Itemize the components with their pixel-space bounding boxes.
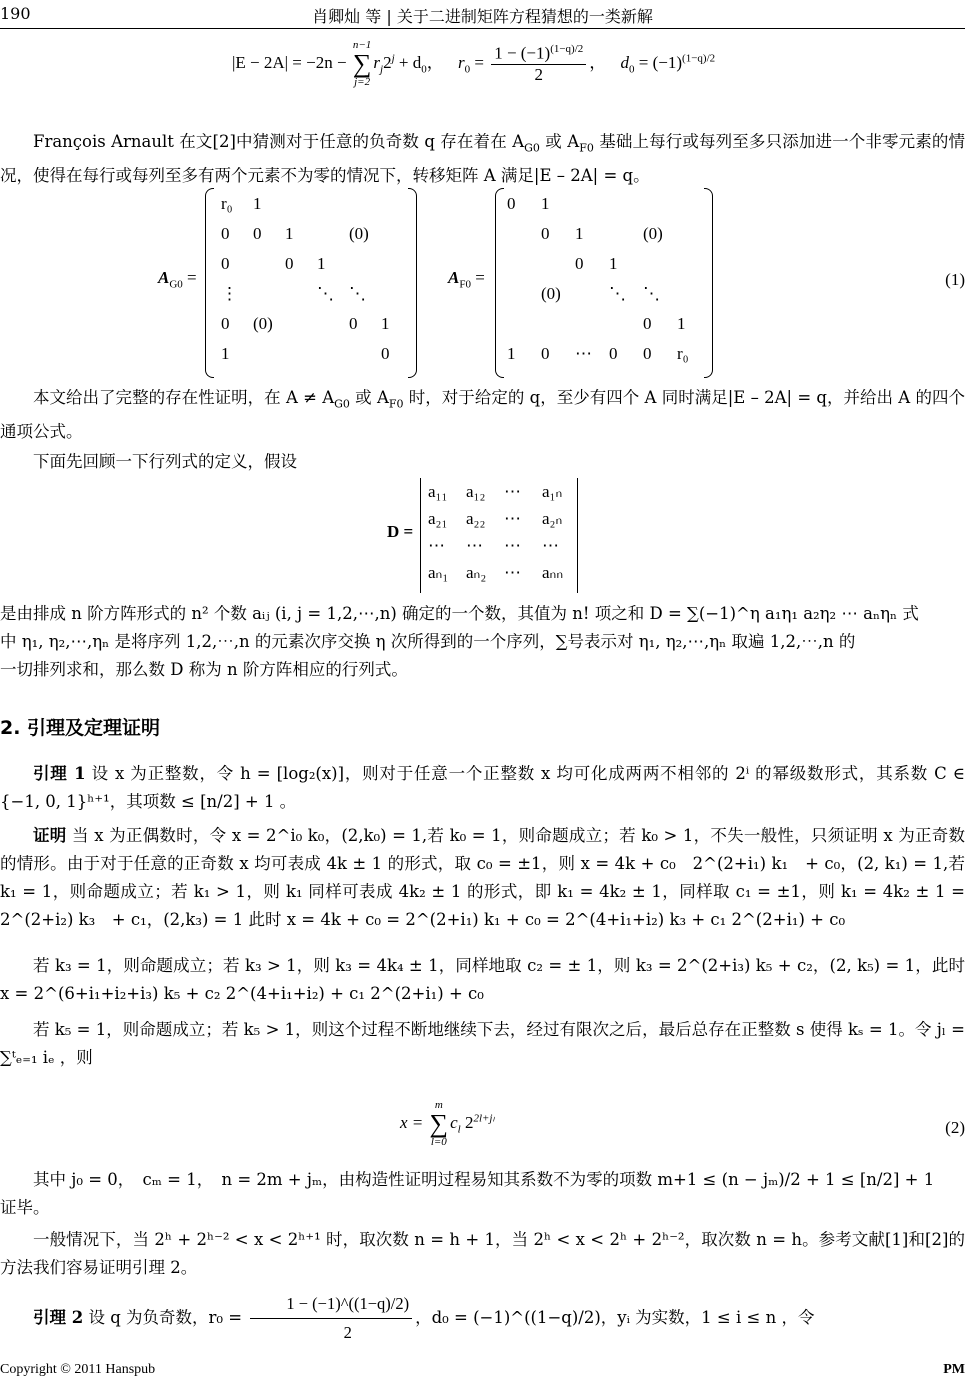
matrix-cell: ⋯ (504, 563, 521, 582)
paragraph-k3: 若 k₃ = 1，则命题成立；若 k₃ > 1，则 k₃ = 4k₄ ± 1，同样地取 c₂ = ± 1，则 k₃ = 2^(2+i₃) k₅ + c₂，(2, k₅) = 1，此时 x = 2^(6+i₁+i₂+i₃) k₅ + c₂ 2^(4+i₁+i₂) + c₁ 2^(2+i₁) + c₀ (0, 956, 965, 1003)
matrix-cell: 0 (643, 314, 652, 333)
determinant-equation: |E − 2A| = −2n − n−1 ∑ j=2 $r_j2^j + d_0$， $r_0$ = $\frac{1 - (-1)^{(1-q)/2}}{2}$ ， $d_0 = (-1)^{(1-q)/2}$ (232, 39, 716, 88)
matrix-cell: (0) (541, 284, 561, 303)
matrix-a-g0 (205, 188, 417, 378)
matrix-a-f0 (495, 188, 713, 378)
matrix-cell: 1 (317, 254, 326, 273)
matrix-f-label: $A_{F0}$ = (448, 268, 485, 291)
equation-number-2: (2) (945, 1118, 965, 1137)
matrix-cell: ⋯ (504, 536, 521, 555)
matrix-cell: ⋯ (504, 509, 521, 528)
matrix-cell: a₁₁ (428, 482, 448, 501)
matrix-cell: a₁₂ (466, 482, 486, 501)
matrix-cell: a₂₂ (466, 509, 486, 528)
matrix-cell: ⋱ (349, 284, 366, 303)
matrix-cell: a₁ₙ (542, 482, 563, 501)
matrix-cell: 0 (349, 314, 358, 333)
matrix-cell: ⋯ (466, 536, 483, 555)
matrix-cell: 1 (221, 344, 230, 363)
equation-number-1: (1) (945, 270, 965, 289)
proof-end: 证毕。 (0, 1198, 50, 1217)
matrix-g-label: $A_{G0}$ = (158, 268, 197, 291)
copyright: Copyright © 2011 Hanspub (0, 1362, 156, 1377)
paragraph-determinant-def (0, 600, 965, 684)
matrix-cell: 0 (609, 344, 618, 363)
matrix-cell: 0 (507, 194, 516, 213)
det-def-line-3: 一切排列求和，那么数 D 称为 n 阶方阵相应的行列式。 (0, 660, 408, 679)
matrix-cell: ⋮ (221, 284, 238, 303)
matrix-cell: 1 (253, 194, 262, 213)
lemma-1: 引理 1 设 x 为正整数，令 h = [log₂(x)]，则对于任意一个正整数 x 均可化成两两不相邻的 2ⁱ 的幂级数形式，其系数 C ∈ {−1, 0, 1}ʰ⁺¹，其项数 ≤ [n/2] + 1 。 (0, 764, 965, 811)
matrix-cell: 0 (643, 344, 652, 363)
matrix-cell: 1 (507, 344, 516, 363)
journal-abbrev: PM (943, 1362, 965, 1377)
matrix-cell: aₙₙ (542, 563, 564, 582)
determinant-label: D = (387, 522, 414, 541)
matrix-cell: (0) (253, 314, 273, 333)
matrix-cell: ⋱ (317, 284, 334, 303)
matrix-cell: ⋯ (575, 344, 592, 363)
det-def-line-1: 是由排成 n 阶方阵形式的 n² 个数 aᵢⱼ (i, j = 1,2,⋯,n) 确定的一个数，其值为 n! 项之和 D = ∑(−1)^η a₁η₁ a₂η₂ ⋯ aₙηₙ 式 (0, 604, 919, 623)
matrix-cell: 1 (541, 194, 550, 213)
matrix-cell: r₀ (221, 194, 233, 213)
matrix-cell: aₙ₂ (466, 563, 487, 582)
matrix-cell: ⋯ (504, 482, 521, 501)
matrix-cell: 1 (381, 314, 390, 333)
matrix-cell: 0 (253, 224, 262, 243)
matrix-cell: ⋯ (428, 536, 445, 555)
matrix-cell: 0 (541, 344, 550, 363)
sum-symbol: n−1 ∑ j=2 (352, 39, 372, 88)
paragraph-k5: 若 k₅ = 1，则命题成立；若 k₅ > 1，则这个过程不断地继续下去，经过有限次之后，最后总存在正整数 s 使得 kₛ = 1。令 jₗ = ∑ᵗₑ₌₁ iₑ ，则 (0, 1020, 965, 1067)
matrix-cell: a₂₁ (428, 509, 448, 528)
page-number: 190 (0, 4, 31, 23)
matrix-cell: 0 (221, 254, 230, 273)
matrix-cell: 0 (381, 344, 390, 363)
matrix-cell: 0 (221, 224, 230, 243)
matrix-cell: 0 (221, 314, 230, 333)
paragraph-coefficients: 其中 j₀ = 0， cₘ = 1， n = 2m + jₘ，由构造性证明过程易知其系数不为零的项数 m+1 ≤ (n − jₘ)/2 + 1 ≤ [n/2] + 1 (33, 1170, 935, 1189)
equation-2: x = m ∑ l=0 $c_l$ $2^{2l+j_l}$ (400, 1099, 495, 1148)
paragraph-existence: 本文给出了完整的存在性证明，在 $A \ne A_{G0}$ 或 $A_{F0}$ 时，对于给定的 q，至少有四个 A 同时满足|E – 2A| = q，并给出 A 的四个通项公式。 (0, 388, 965, 442)
lemma-2: 引理 2 设 q 为负奇数，r₀ = $\frac{1 - (-1)\^{}((1-q)/2)}{2}$ ，d₀ = (−1)^((1−q)/2)，yᵢ 为实数，1 ≤ i ≤ n ，令 (0, 1290, 965, 1347)
matrix-cell: 1 (609, 254, 618, 273)
matrix-cell: 1 (677, 314, 686, 333)
matrix-cell: ⋯ (542, 536, 559, 555)
matrix-cell: ⋱ (609, 284, 626, 303)
paragraph-determinant-intro: 下面先回顾一下行列式的定义，假设 (33, 452, 297, 471)
matrix-cell: ⋱ (643, 284, 660, 303)
running-title: 肖卿灿 等 | 关于二进制矩阵方程猜想的一类新解 (312, 7, 653, 26)
matrix-cell: 0 (575, 254, 584, 273)
det-def-line-2: 中 η₁, η₂,⋯,ηₙ 是将序列 1,2,⋯,n 的元素次序交换 η 次所得到的一个序列，∑号表示对 η₁, η₂,⋯,ηₙ 取遍 1,2,⋯,n 的 (0, 632, 856, 651)
paragraph-general-case: 一般情况下，当 2ʰ + 2ʰ⁻² < x < 2ʰ⁺¹ 时，取次数 n = h + 1，当 2ʰ < x < 2ʰ + 2ʰ⁻²，取次数 n = h。参考文献[1]和[2]的方法我们容易证明引理 2。 (0, 1230, 965, 1277)
r0-fraction: $\frac{1 - (-1)^{(1-q)/2}}{2}$ (491, 43, 586, 85)
matrix-cell: 0 (285, 254, 294, 273)
paragraph-arnault: François Arnault 在文[2]中猜测对于任意的负奇数 q 存在着在 $A_{G0}$ 或 $A_{F0}$ 基础上每行或每列至多只添加进一个非零元素的情况，使得在每行或每列至多有两个元素不为零的情况下，转移矩阵 A 满足|E – 2A| = q。 (0, 132, 965, 186)
matrix-cell: 0 (541, 224, 550, 243)
matrix-cell: a₂ₙ (542, 509, 563, 528)
matrix-cell: aₙ₁ (428, 563, 449, 582)
det-lhs: |E − 2A| = −2n − (232, 52, 351, 72)
header-rule (0, 28, 965, 29)
matrix-cell: (0) (643, 224, 663, 243)
matrix-cell: 1 (575, 224, 584, 243)
matrix-cell: (0) (349, 224, 369, 243)
determinant-d (420, 478, 578, 593)
matrix-cell: r₀ (677, 344, 689, 363)
proof-lemma-1: 证明 当 x 为正偶数时，令 x = 2^i₀ k₀，(2,k₀) = 1,若 k₀ = 1，则命题成立；若 k₀ > 1，不失一般性，只须证明 x 为正奇数的情形。由于对于任意的正奇数 x 均可表成 4k ± 1 的形式，取 c₀ = ±1，则 x = 4k + c₀ 2^(2+i₁) k₁ + c₀，(2, k₁) = 1,若 k₁ = 1，则命题成立；若 k₁ > 1，则 k₁ 同样可表成 4k₂ ± 1 的形式，即 k₁ = 4k₂ ± 1，同样取 c₁ = ±1，则 k₁ = 4k₂ ± 1 = 2^(2+i₂) k₃ + c₁，(2,k₃) = 1 此时 x = 4k + c₀ = 2^(2+i₁) k₁ + c₀ = 2^(4+i₁+i₂) k₃ + c₁ 2^(2+i₁) + c₀ (0, 826, 965, 929)
section-heading-2: 2. 引理及定理证明 (0, 717, 161, 739)
matrix-cell: 1 (285, 224, 294, 243)
